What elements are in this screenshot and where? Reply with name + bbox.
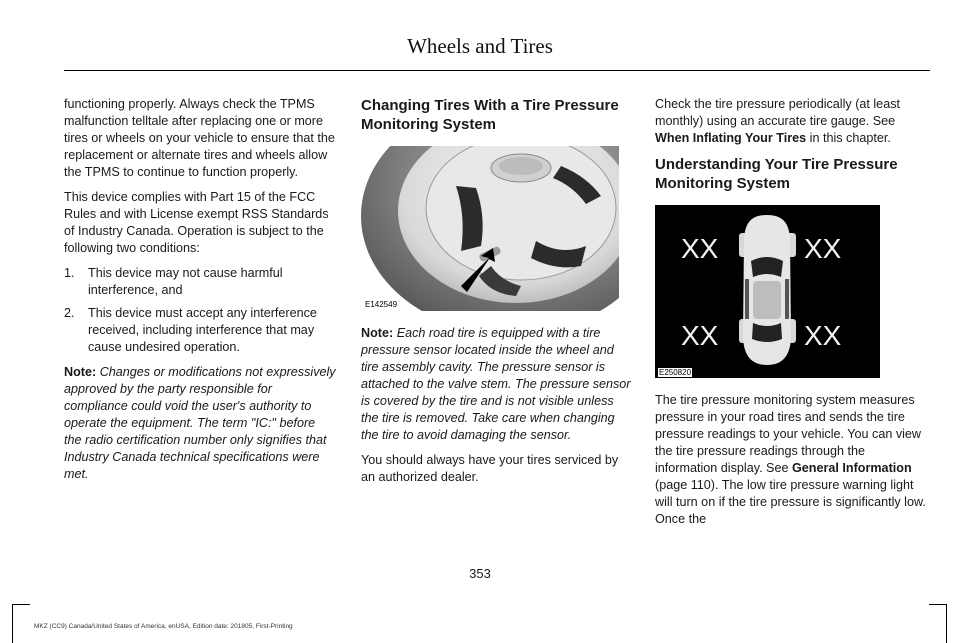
tpms-display-figure <box>655 205 880 378</box>
paragraph: You should always have your tires serviced by an authorized dealer. <box>361 453 619 484</box>
middle-column <box>361 96 631 494</box>
left-column <box>64 96 336 491</box>
figure-code: E142549 <box>365 300 398 309</box>
paragraph-text: Check the tire pressure periodically (at least monthly) using an accurate tire gauge. See <box>655 97 900 128</box>
right-column <box>655 96 930 536</box>
crop-mark <box>946 604 947 643</box>
note <box>64 364 336 483</box>
tire-valve-figure <box>361 146 619 311</box>
tire-pressure-rear-left: XX <box>681 320 719 351</box>
section-heading: Changing Tires With a Tire Pressure Monitoring System <box>361 97 619 133</box>
note-text: Each road tire is equipped with a tire pressure sensor located inside the wheel and tire assembly cavity. The pressure sensor is attached to the valve stem. The pressure sensor is covered by the tire and is not visible unless the tire is removed. Take care when changing the tire to avoid damaging the sensor. <box>361 326 631 442</box>
tpms-car-diagram <box>655 205 880 378</box>
tire-pressure-rear-right: XX <box>804 320 842 351</box>
cross-reference: General Information <box>791 461 912 475</box>
paragraph-text: The tire pressure monitoring system measures pressure in your road tires and sends the tire pressure readings to your vehicle. You can view the tire pressure readings through the information display. See <box>655 393 922 475</box>
paragraph: functioning properly. Always check the TPMS malfunction telltale after replacing one or more tires or wheels on your vehicle to ensure that the replacement or alternate tires and wheels allow the TPMS to continue to function properly. <box>64 97 335 179</box>
note-label: Note: <box>64 365 97 379</box>
list-item <box>64 265 336 299</box>
car-top-view-icon <box>739 215 796 365</box>
paragraph <box>655 96 930 147</box>
conditions-list <box>64 265 336 356</box>
tire-pressure-front-right: XX <box>804 233 842 264</box>
list-text: This device must accept any interference received, including interference that may cause undesired operation. <box>88 306 317 354</box>
crop-mark <box>12 604 30 605</box>
note-label: Note: <box>361 326 394 340</box>
note-text: Changes or modifications not expressively approved by the party responsible for compliance could void the user's authority to operate the equipment. The term "IC:" before the radio certification number only signifies that Industry Canada technical specifications were met. <box>64 365 336 481</box>
crop-mark <box>12 604 13 643</box>
header-divider <box>64 70 930 71</box>
chapter-title: Wheels and Tires <box>407 34 553 58</box>
crop-mark <box>929 604 947 605</box>
tire-wheel-illustration <box>361 146 619 311</box>
list-text: This device may not cause harmful interference, and <box>88 266 283 297</box>
figure-code: E250820 <box>659 368 692 377</box>
note <box>361 325 631 444</box>
section-heading: Understanding Your Tire Pressure Monitoring System <box>655 156 898 192</box>
paragraph-text: in this chapter. <box>806 131 891 145</box>
paragraph: This device complies with Part 15 of the FCC Rules and with License exempt RSS Standards of Industry Canada. Operation is subject to the following two conditions: <box>64 190 329 255</box>
list-item <box>64 305 336 356</box>
cross-reference: When Inflating Your Tires <box>655 131 807 145</box>
paragraph <box>655 392 930 528</box>
footer-edition: MKZ (CC9) Canada/United States of America, enUSA, Edition date: 201805, First-Printing <box>34 623 293 630</box>
tire-pressure-front-left: XX <box>681 233 719 264</box>
page-number: 353 <box>469 566 491 581</box>
list-number: 1. <box>64 266 75 280</box>
paragraph-text: (page 110). The low tire pressure warning light will turn on if the tire pressure is significantly low. Once the <box>655 478 926 526</box>
list-number: 2. <box>64 306 75 320</box>
